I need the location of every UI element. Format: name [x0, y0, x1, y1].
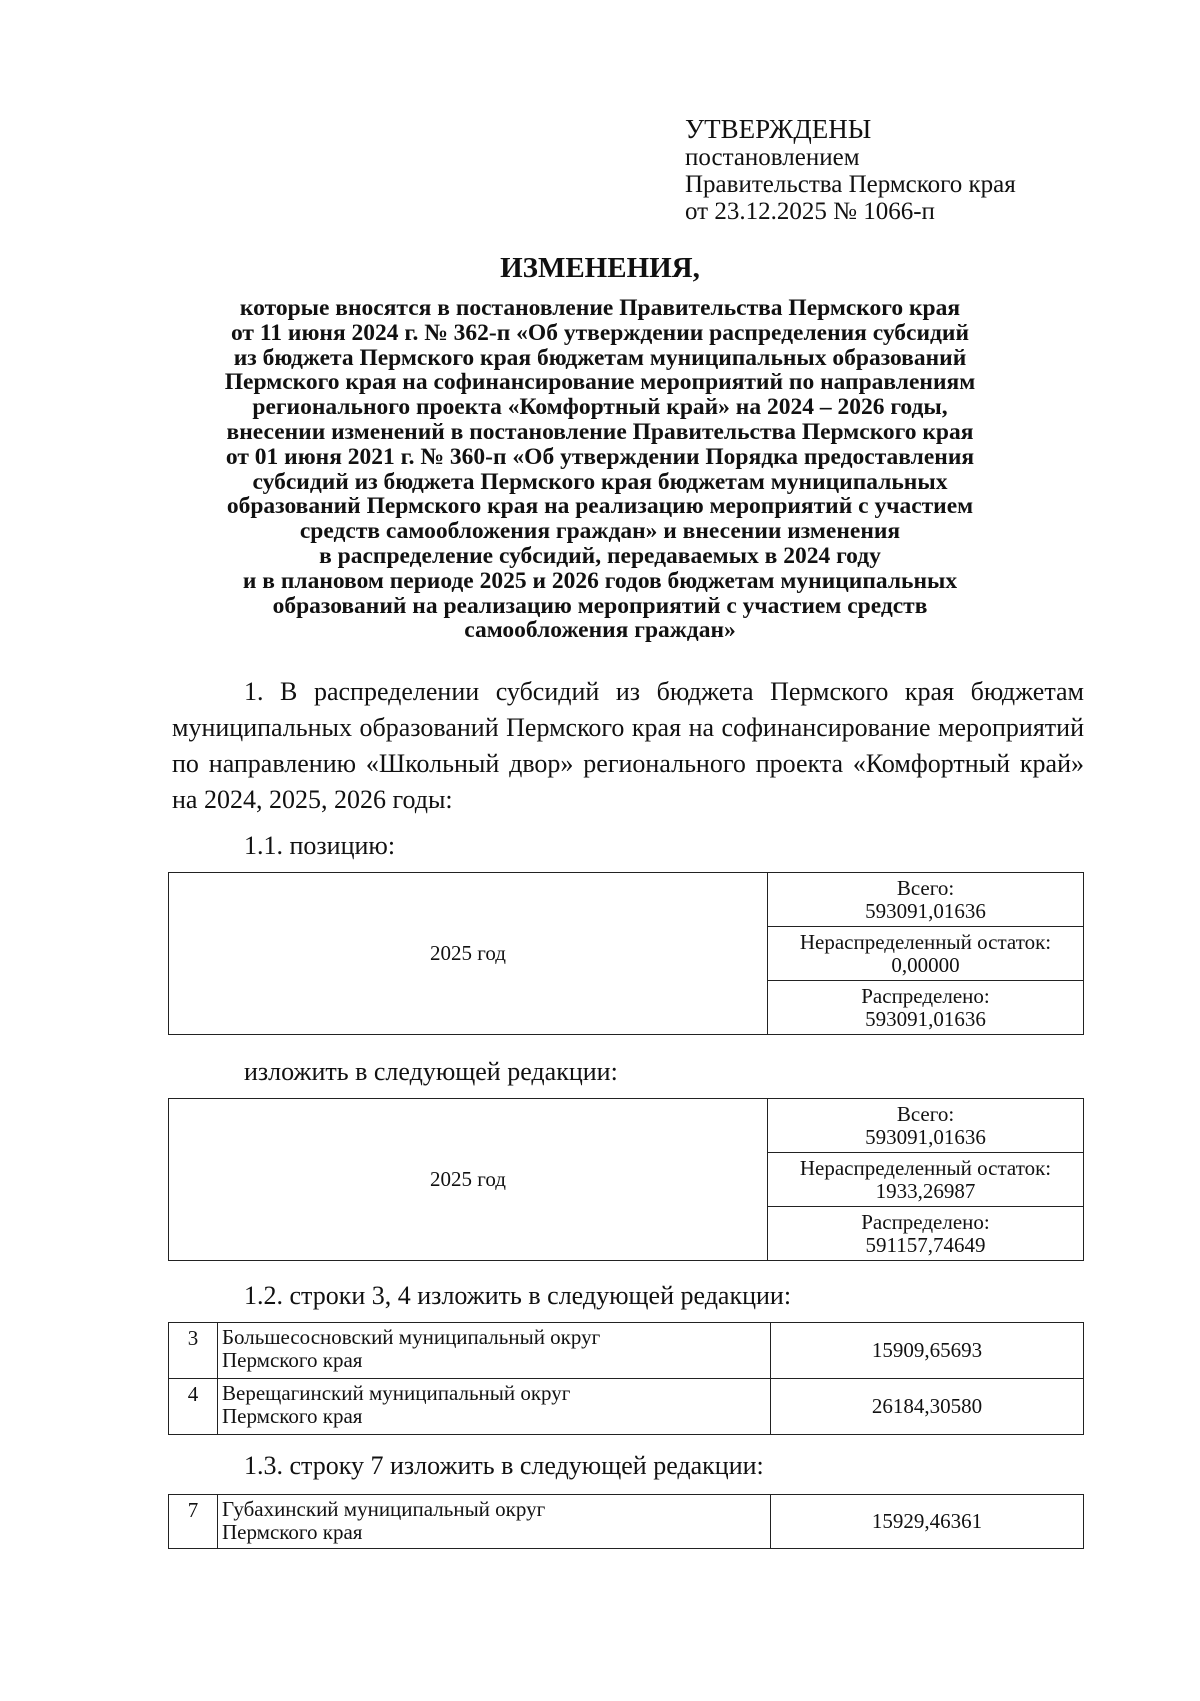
total-cell	[768, 1099, 1084, 1153]
table-row	[169, 1495, 1084, 1549]
total-value: 593091,01636	[865, 898, 986, 923]
subtitle-line: образований Пермского края на реализацию мероприятий с участием	[226, 493, 974, 520]
total-value: 593091,01636	[865, 1124, 986, 1149]
distributed-label: Распределено:	[861, 983, 990, 1008]
row-amount: 15909,65693	[771, 1323, 1084, 1379]
row-name	[218, 1379, 771, 1435]
subtitle-line: и в плановом периоде 2025 и 2026 годов бюджетам муниципальных	[242, 567, 958, 594]
table-new-position	[168, 1098, 1084, 1261]
row-name	[218, 1495, 771, 1549]
remainder-cell	[768, 1153, 1084, 1207]
distributed-cell	[768, 1207, 1084, 1261]
row-name-line: Верещагинский муниципальный округ	[222, 1381, 571, 1405]
subtitle-line: от 11 июня 2024 г. № 362-п «Об утверждении распределения субсидий	[230, 319, 969, 346]
row-name-line: Губахинский муниципальный округ	[222, 1497, 546, 1521]
subtitle-line: субсидий из бюджета Пермского края бюджетам муниципальных	[252, 468, 948, 495]
subtitle-line: которые вносятся в постановление Правительства Пермского края	[239, 295, 961, 321]
row-amount: 15929,46361	[771, 1495, 1084, 1549]
distributed-value: 591157,74649	[865, 1232, 986, 1257]
row-number: 4	[169, 1379, 218, 1435]
row-name-line: Пермского края	[222, 1520, 363, 1544]
subtitle-line: самообложения граждан»	[464, 617, 736, 644]
row-name	[218, 1323, 771, 1379]
approval-line: постановлением	[685, 144, 860, 171]
approval-stamp	[685, 114, 1105, 225]
row-amount: 26184,30580	[771, 1379, 1084, 1435]
item-1-3: 1.3. строку 7 изложить в следующей редакции:	[244, 1451, 764, 1480]
total-label: Всего:	[896, 1101, 955, 1126]
subtitle-line: в распределение субсидий, передаваемых в 2024 году	[319, 542, 881, 569]
year-cell: 2025 год	[169, 873, 768, 1035]
document-subtitle	[140, 296, 1060, 643]
item-1-2: 1.2. строки 3, 4 изложить в следующей редакции:	[244, 1281, 792, 1310]
approval-line: Правительства Пермского края	[685, 171, 1016, 198]
total-label: Всего:	[896, 875, 955, 900]
approval-date: от 23.12.2025 № 1066-п	[685, 198, 935, 225]
table-rows-3-4	[168, 1322, 1084, 1435]
table-row-7	[168, 1494, 1084, 1549]
distributed-cell	[768, 981, 1084, 1035]
approval-heading: УТВЕРЖДЕНЫ	[685, 114, 872, 144]
year-cell: 2025 год	[169, 1099, 768, 1261]
item-1-1: 1.1. позицию:	[244, 831, 396, 860]
table-row	[169, 1323, 1084, 1379]
remainder-value: 1933,26987	[875, 1178, 976, 1203]
table-row	[169, 1379, 1084, 1435]
subtitle-line: Пермского края на софинансирование мероприятий по направлениям	[224, 369, 976, 396]
total-cell	[768, 873, 1084, 927]
remainder-cell	[768, 927, 1084, 981]
row-name-line: Большесосновский муниципальный округ	[222, 1325, 601, 1349]
remainder-value: 0,00000	[891, 952, 960, 977]
subtitle-line: внесении изменений в постановление Правительства Пермского края	[226, 418, 974, 445]
paragraph-1: 1. В распределении субсидий из бюджета Пермского края бюджетам муниципальных образований Пермского края на софинансирование мероприятий по направлению «Школьный двор» регионального проекта «Комфортный край» на 2024, 2025, 2026 годы:	[172, 677, 1084, 814]
subtitle-line: регионального проекта «Комфортный край» на 2024 – 2026 годы,	[252, 394, 948, 421]
distributed-value: 593091,01636	[865, 1006, 986, 1031]
row-number: 7	[169, 1495, 218, 1549]
remainder-label: Нераспределенный остаток:	[799, 1155, 1052, 1180]
row-number: 3	[169, 1323, 218, 1379]
table-old-position	[168, 872, 1084, 1035]
distributed-label: Распределено:	[861, 1209, 990, 1234]
subtitle-line: от 01 июня 2021 г. № 360-п «Об утверждении Порядка предоставления	[225, 443, 975, 470]
subtitle-line: средств самообложения граждан» и внесении изменения	[299, 518, 901, 545]
subtitle-line: из бюджета Пермского края бюджетам муниципальных образований	[233, 344, 967, 371]
subtitle-line: образований на реализацию мероприятий с участием средств	[272, 592, 928, 619]
row-name-line: Пермского края	[222, 1348, 363, 1372]
remainder-label: Нераспределенный остаток:	[799, 929, 1052, 954]
restate-text: изложить в следующей редакции:	[244, 1057, 618, 1086]
document-title: ИЗМЕНЕНИЯ,	[500, 252, 700, 284]
row-name-line: Пермского края	[222, 1404, 363, 1428]
